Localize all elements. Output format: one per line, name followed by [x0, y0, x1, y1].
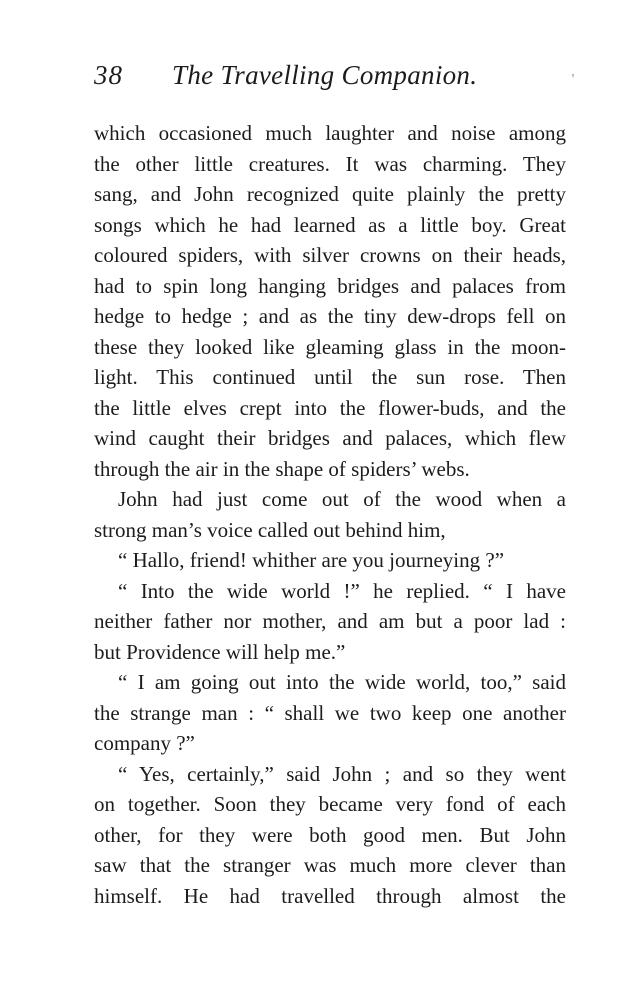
text-line: but Providence will help me.” — [94, 639, 346, 664]
text-line: sang, and John recognized quite plainly the pretty — [94, 182, 566, 206]
stray-ink-mark: ꞌ — [572, 72, 574, 84]
page-number: 38 — [94, 60, 123, 90]
page-header — [94, 60, 574, 96]
text-line: the strange man : “ shall we two keep one another — [94, 700, 566, 725]
text-line: company ?” — [94, 731, 195, 755]
text-line: on together. Soon they became very fond of each — [94, 792, 566, 816]
text-line: saw that the stranger was much more clever than — [94, 853, 566, 877]
text-line: songs which he had learned as a little boy. Great — [94, 212, 566, 237]
text-line: through the air in the shape of spiders’ webs. — [94, 456, 470, 481]
running-title: The Travelling Companion. — [172, 60, 478, 90]
text-line: strong man’s voice called out behind him, — [94, 517, 446, 542]
text-line: “ Hallo, friend! whither are you journeying ?” — [118, 548, 505, 572]
text-line: “ Into the wide world !” he replied. “ I have — [118, 578, 566, 603]
text-line: neither father nor mother, and am but a poor lad : — [94, 609, 566, 633]
text-line: himself. He had travelled through almost the — [94, 883, 566, 908]
text-line: the other little creatures. It was charming. They — [94, 151, 566, 176]
text-line: “ I am going out into the wide world, too,” said — [118, 670, 566, 694]
text-line: the little elves crept into the flower-buds, and the — [94, 395, 566, 420]
text-line: which occasioned much laughter and noise among — [94, 121, 566, 145]
text-line: coloured spiders, with silver crowns on their heads, — [94, 243, 566, 267]
body-text — [94, 118, 566, 911]
text-line: wind caught their bridges and palaces, which flew — [94, 426, 566, 450]
text-line: other, for they were both good men. But John — [94, 822, 566, 847]
text-line: “ Yes, certainly,” said John ; and so they went — [118, 761, 566, 786]
text-line: had to spin long hanging bridges and palaces from — [94, 273, 566, 298]
text-line: light. This continued until the sun rose. Then — [94, 365, 566, 389]
text-line: John had just come out of the wood when a — [118, 487, 566, 511]
text-line: hedge to hedge ; and as the tiny dew-drops fell on — [94, 304, 566, 328]
text-line: these they looked like gleaming glass in the moon- — [94, 334, 566, 359]
